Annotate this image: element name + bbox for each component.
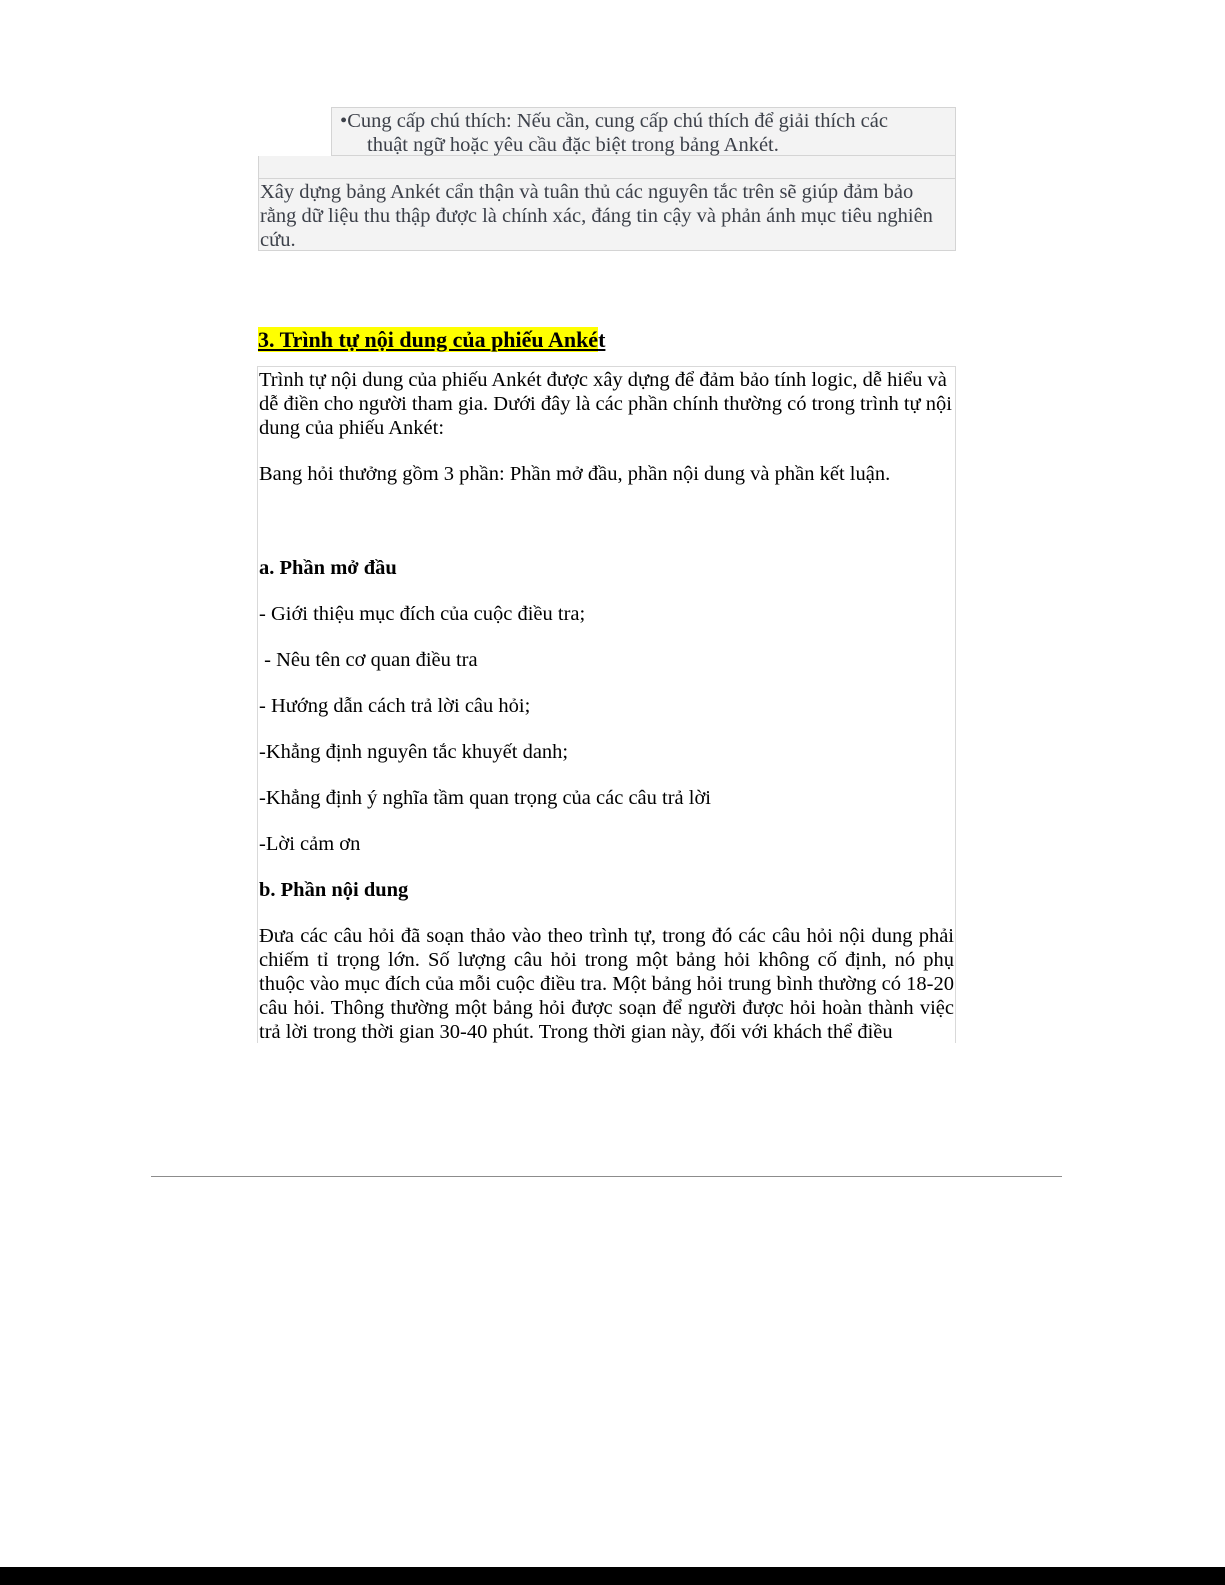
gray-spacer-strip: [258, 156, 956, 178]
body-title: b. Phần nội dung: [259, 879, 409, 901]
opening-item: - Hướng dẫn cách trả lời câu hỏi;: [259, 695, 531, 717]
opening-item: -Lời cảm ơn: [259, 833, 361, 855]
body-paragraph: Đưa các câu hỏi đã soạn thảo vào theo trình tự, trong đó các câu hỏi nội dung phải chiếm tỉ trọng lớn. Số lượng câu hỏi trong một bảng hỏi không cố định, nó phụ thuộc vào mục đích của mỗi cuộc điều tra. Một bảng hỏi trung bình thường có 18-20 câu hỏi. Thông thường một bảng hỏi được soạn để người được hỏi hoàn thành việc trả lời trong thời gian 30-40 phút. Trong thời gian này, đối với khách thể điều: [259, 925, 954, 1043]
intro-paragraph: Trình tự nội dung của phiếu Ankét được xây dựng để đảm bảo tính logic, dễ hiểu và dễ điền cho người tham gia. Dưới đây là các phần chính thường có trong trình tự nội dung của phiếu Ankét:: [259, 369, 952, 439]
bullet-icon: •: [340, 110, 348, 132]
section-3-heading-tail: t: [598, 327, 606, 352]
bullet-note-line-1: [340, 109, 949, 133]
parts-paragraph: Bang hỏi thưởng gồm 3 phần: Phần mở đầu, phần nội dung và phần kết luận.: [259, 463, 891, 485]
opening-item: - Nêu tên cơ quan điều tra: [259, 649, 478, 671]
opening-item: -Khẳng định nguyên tắc khuyết danh;: [259, 741, 569, 763]
page-footer-rule: [151, 1176, 1062, 1177]
opening-item: -Khẳng định ý nghĩa tầm quan trọng của các câu trả lời: [259, 787, 712, 809]
bullet-note-text-1: Cung cấp chú thích: Nếu cần, cung cấp chú thích để giải thích các: [347, 110, 888, 132]
section-3-content: [257, 366, 956, 1043]
opening-title: a. Phần mở đầu: [259, 557, 397, 579]
page-bottom-edge: [0, 1567, 1225, 1585]
section-3-heading-highlight: 3. Trình tự nội dung của phiếu Anké: [258, 327, 599, 352]
bullet-note-box: [331, 107, 956, 156]
summary-paragraph: Xây dựng bảng Ankét cẩn thận và tuân thủ các nguyên tắc trên sẽ giúp đảm bảo rằng dữ liệu thu thập được là chính xác, đáng tin cậy và phản ánh mục tiêu nghiên cứu.: [258, 178, 956, 251]
bullet-note-line-2: thuật ngữ hoặc yêu cầu đặc biệt trong bảng Ankét.: [367, 134, 779, 156]
opening-item: - Giới thiệu mục đích của cuộc điều tra;: [259, 603, 586, 625]
section-3-heading: [258, 326, 605, 354]
